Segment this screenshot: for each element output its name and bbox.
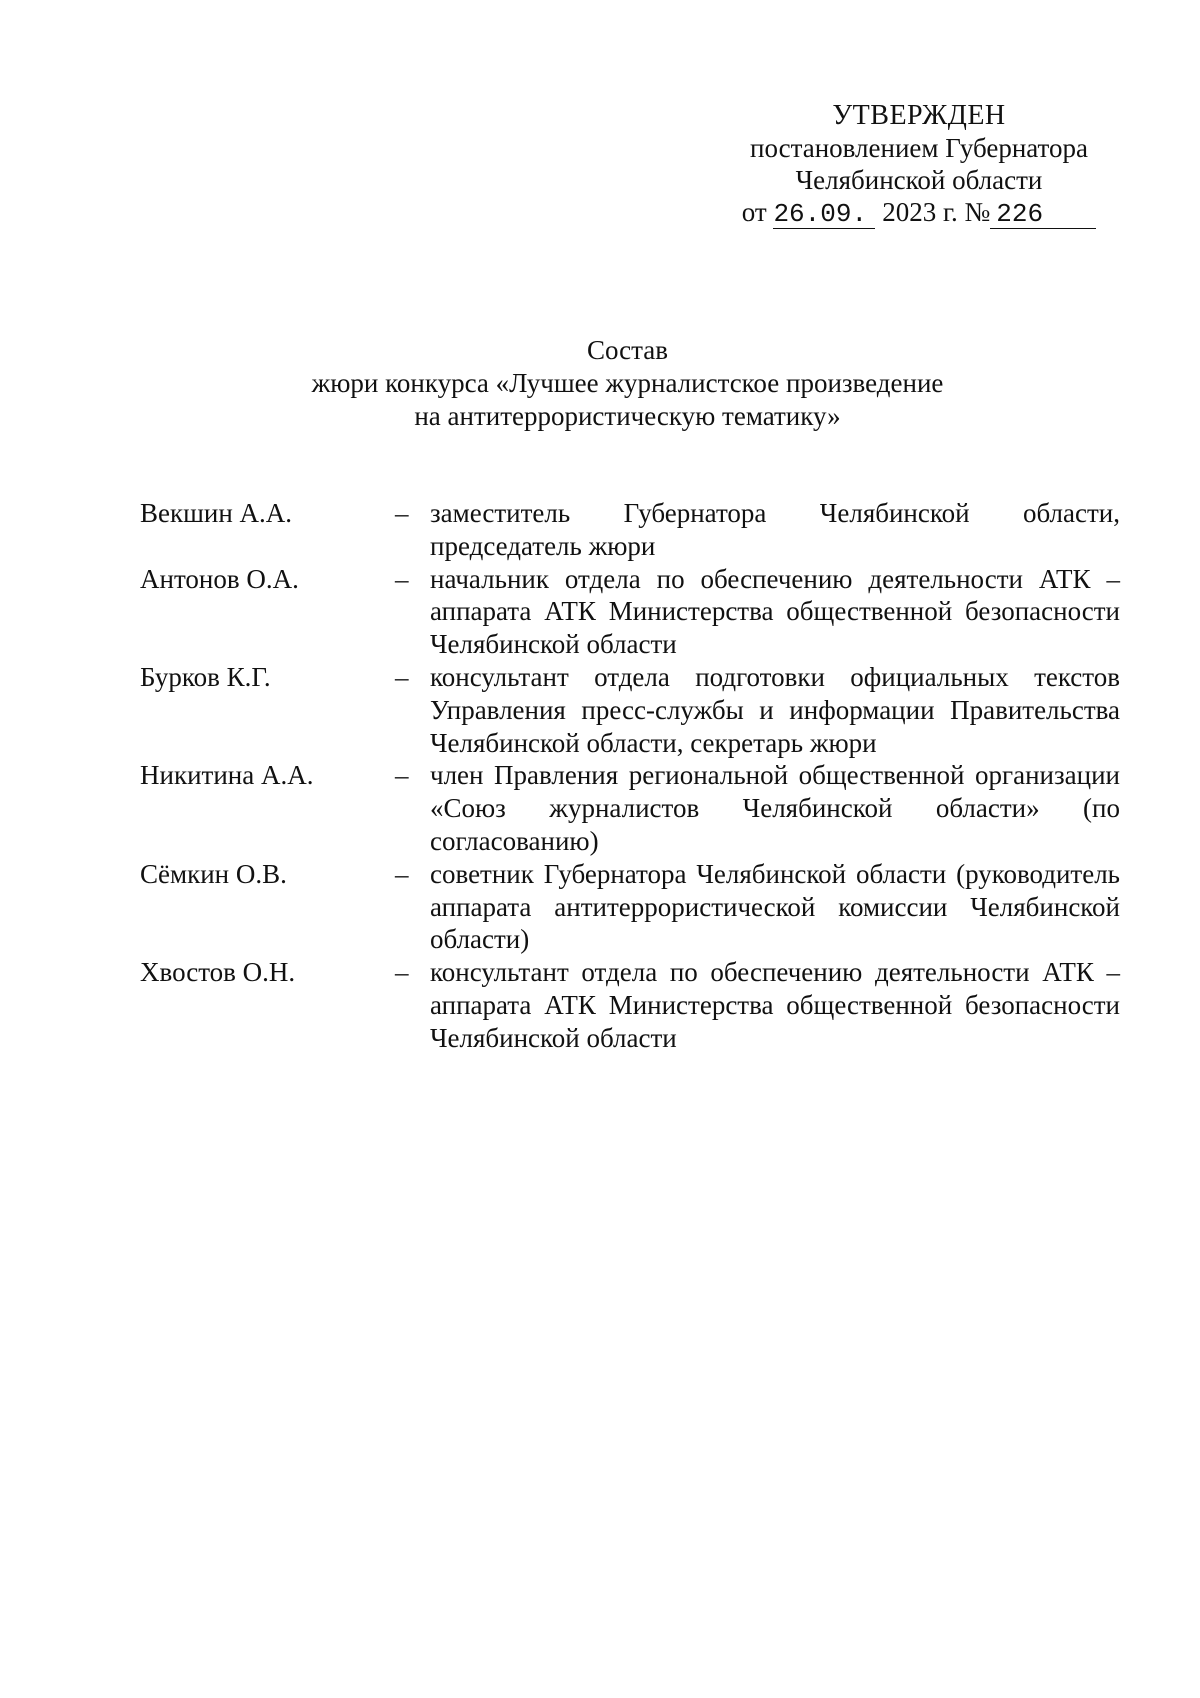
member-dash: – xyxy=(395,498,409,528)
title-line-2: жюри конкурса «Лучшее журналистское произведение xyxy=(311,368,944,398)
member-role: консультант отдела по обеспечению деятельности АТК – аппарата АТК Министерства общественной безопасности Челябинской области xyxy=(430,957,1120,1053)
member-dash: – xyxy=(395,957,409,988)
date-value: 26.09. xyxy=(773,200,875,229)
member-name: Сёмкин О.В. xyxy=(140,858,287,889)
member-role: член Правления региональной общественной организации «Союз журналистов Челябинской области» (по согласованию) xyxy=(430,760,1120,856)
member-row xyxy=(140,759,1120,857)
approval-date-line xyxy=(719,196,1119,229)
number-value: 226 xyxy=(990,200,1096,229)
date-prefix: от xyxy=(741,197,767,227)
member-dash: – xyxy=(395,858,409,889)
title-line-3: на антитеррористическую тематику» xyxy=(414,401,841,431)
member-dash: – xyxy=(395,661,409,692)
member-row xyxy=(140,956,1120,1054)
member-role: консультант отдела подготовки официальных текстов Управления пресс-службы и информации Правительства Челябинской области, секретарь жюри xyxy=(430,661,1120,758)
title-line-1: Состав xyxy=(586,335,669,365)
member-role: начальник отдела по обеспечению деятельности АТК – аппарата АТК Министерства общественной безопасности Челябинской области xyxy=(430,563,1120,660)
member-name: Векшин А.А. xyxy=(140,498,293,528)
member-name: Антонов О.А. xyxy=(140,563,299,594)
member-row xyxy=(140,563,1120,661)
approval-stamp: УТВЕРЖДЕН xyxy=(832,100,1006,131)
approval-line-1: постановлением Губернатора xyxy=(750,133,1088,163)
member-row xyxy=(140,661,1120,759)
approval-line-2: Челябинской области xyxy=(795,165,1043,195)
member-name: Бурков К.Г. xyxy=(140,661,271,692)
members-list xyxy=(140,497,1120,1055)
member-name: Никитина А.А. xyxy=(140,760,314,791)
year-text: 2023 г. № xyxy=(882,197,991,227)
member-dash: – xyxy=(395,563,409,594)
member-row xyxy=(140,858,1120,956)
member-row xyxy=(140,497,1120,563)
member-dash: – xyxy=(395,760,409,791)
member-role: советник Губернатора Челябинской области (руководитель аппарата антитеррористической комиссии Челябинской области) xyxy=(430,858,1120,955)
member-name: Хвостов О.Н. xyxy=(140,957,296,988)
document-title xyxy=(0,334,1200,433)
member-role: заместитель Губернатора Челябинской области, председатель жюри xyxy=(430,498,1120,561)
approval-block xyxy=(719,100,1119,229)
